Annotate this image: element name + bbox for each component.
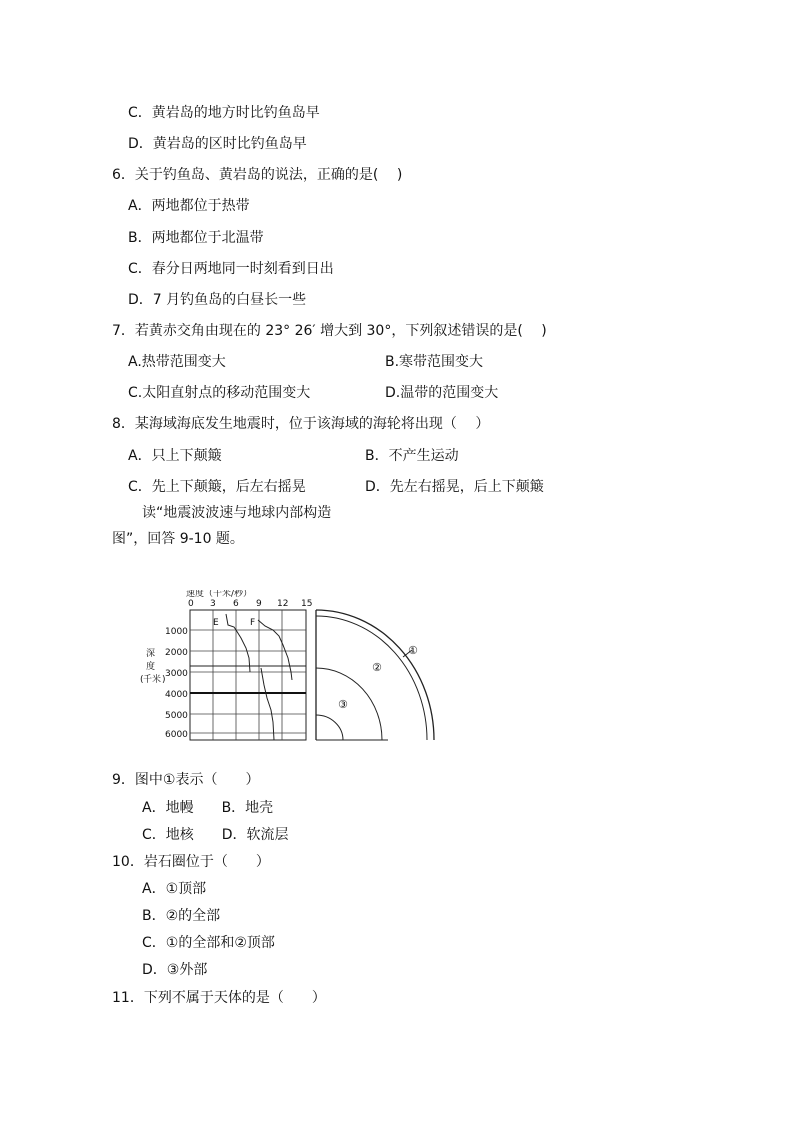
q7-option-c: C.太阳直射点的移动范围变大 bbox=[128, 385, 311, 401]
x-tick: 0 bbox=[188, 599, 194, 609]
q8-option-c: C．先上下颠簸，后左右摇晃 bbox=[128, 479, 306, 495]
q6-option-c: C．春分日两地同一时刻看到日出 bbox=[128, 261, 334, 277]
speed-axis-label: 速度（千米/秒） bbox=[186, 590, 253, 599]
wave-inner-curve bbox=[261, 668, 274, 740]
depth-tick: 1000 bbox=[165, 627, 188, 637]
core-mantle-arc bbox=[316, 668, 382, 740]
q6-option-b: B．两地都位于北温带 bbox=[128, 230, 264, 246]
x-tick: 3 bbox=[210, 599, 216, 609]
depth-tick: 4000 bbox=[165, 690, 188, 700]
wave-e-label: E bbox=[213, 618, 219, 628]
inner-core-arc bbox=[316, 715, 343, 740]
layer-2-label: ② bbox=[372, 661, 382, 674]
q11-stem: 11．下列不属于天体的是（ ） bbox=[112, 990, 326, 1006]
wave-e-curve bbox=[226, 614, 250, 672]
q7-option-a: A.热带范围变大 bbox=[128, 354, 226, 370]
depth-axis-label: 千米 bbox=[143, 675, 162, 685]
q10-stem: 10．岩石圈位于（ ） bbox=[112, 854, 270, 870]
depth-axis-paren: ( bbox=[140, 675, 144, 685]
figure-intro-line2: 图”，回答 9-10 题。 bbox=[112, 531, 244, 547]
q10-option-d: D．③外部 bbox=[142, 962, 208, 978]
q10-option-b: B．②的全部 bbox=[142, 908, 221, 924]
q8-option-d: D．先左右摇晃，后上下颠簸 bbox=[365, 479, 544, 495]
wave-f-label: F bbox=[250, 618, 256, 628]
wave-f-curve bbox=[258, 620, 292, 680]
x-tick: 15 bbox=[301, 599, 313, 609]
depth-axis-label: 度 bbox=[146, 662, 156, 672]
depth-tick: 2000 bbox=[165, 648, 188, 658]
q6-option-d: D．7 月钓鱼岛的白昼长一些 bbox=[128, 292, 307, 308]
depth-tick: 6000 bbox=[165, 730, 188, 740]
q8-stem: 8．某海域海底发生地震时，位于该海域的海轮将出现（ ） bbox=[112, 416, 490, 432]
q9-options-row1: A．地幔 B．地壳 bbox=[142, 800, 274, 816]
depth-tick: 5000 bbox=[165, 711, 188, 721]
q6-option-a: A．两地都位于热带 bbox=[128, 198, 250, 214]
q5-option-d: D．黄岩岛的区时比钓鱼岛早 bbox=[128, 136, 307, 152]
q9-options-row2: C．地核 D．软流层 bbox=[142, 827, 289, 843]
q10-option-a: A．①顶部 bbox=[142, 881, 207, 897]
horizontal-grid bbox=[190, 630, 306, 733]
q8-option-b: B．不产生运动 bbox=[365, 448, 459, 464]
q9-stem: 9．图中①表示（ ） bbox=[112, 772, 260, 788]
figure-intro-line1: 读“地震波波速与地球内部构造 bbox=[142, 505, 332, 521]
q7-option-d: D.温带的范围变大 bbox=[385, 385, 499, 401]
q8-option-a: A．只上下颠簸 bbox=[128, 448, 222, 464]
q6-stem: 6．关于钓鱼岛、黄岩岛的说法，正确的是( ) bbox=[112, 167, 403, 183]
x-tick: 6 bbox=[233, 599, 239, 609]
x-tick: 9 bbox=[256, 599, 262, 609]
depth-tick: 3000 bbox=[165, 669, 188, 679]
depth-axis-paren: ) bbox=[162, 675, 166, 685]
depth-axis-label: 深 bbox=[146, 649, 156, 659]
seismic-structure-figure bbox=[140, 590, 450, 750]
x-tick: 12 bbox=[277, 599, 289, 609]
q5-option-c: C．黄岩岛的地方时比钓鱼岛早 bbox=[128, 105, 320, 121]
q7-stem: 7．若黄赤交角由现在的 23° 26′ 增大到 30°，下列叙述错误的是( ) bbox=[112, 323, 547, 339]
q10-option-c: C．①的全部和②顶部 bbox=[142, 935, 275, 951]
layer-1-label: ① bbox=[408, 644, 418, 657]
chart-frame bbox=[190, 610, 306, 740]
q7-option-b: B.寒带范围变大 bbox=[385, 354, 484, 370]
layer-3-label: ③ bbox=[338, 698, 348, 711]
crust-inner-arc bbox=[316, 616, 427, 740]
